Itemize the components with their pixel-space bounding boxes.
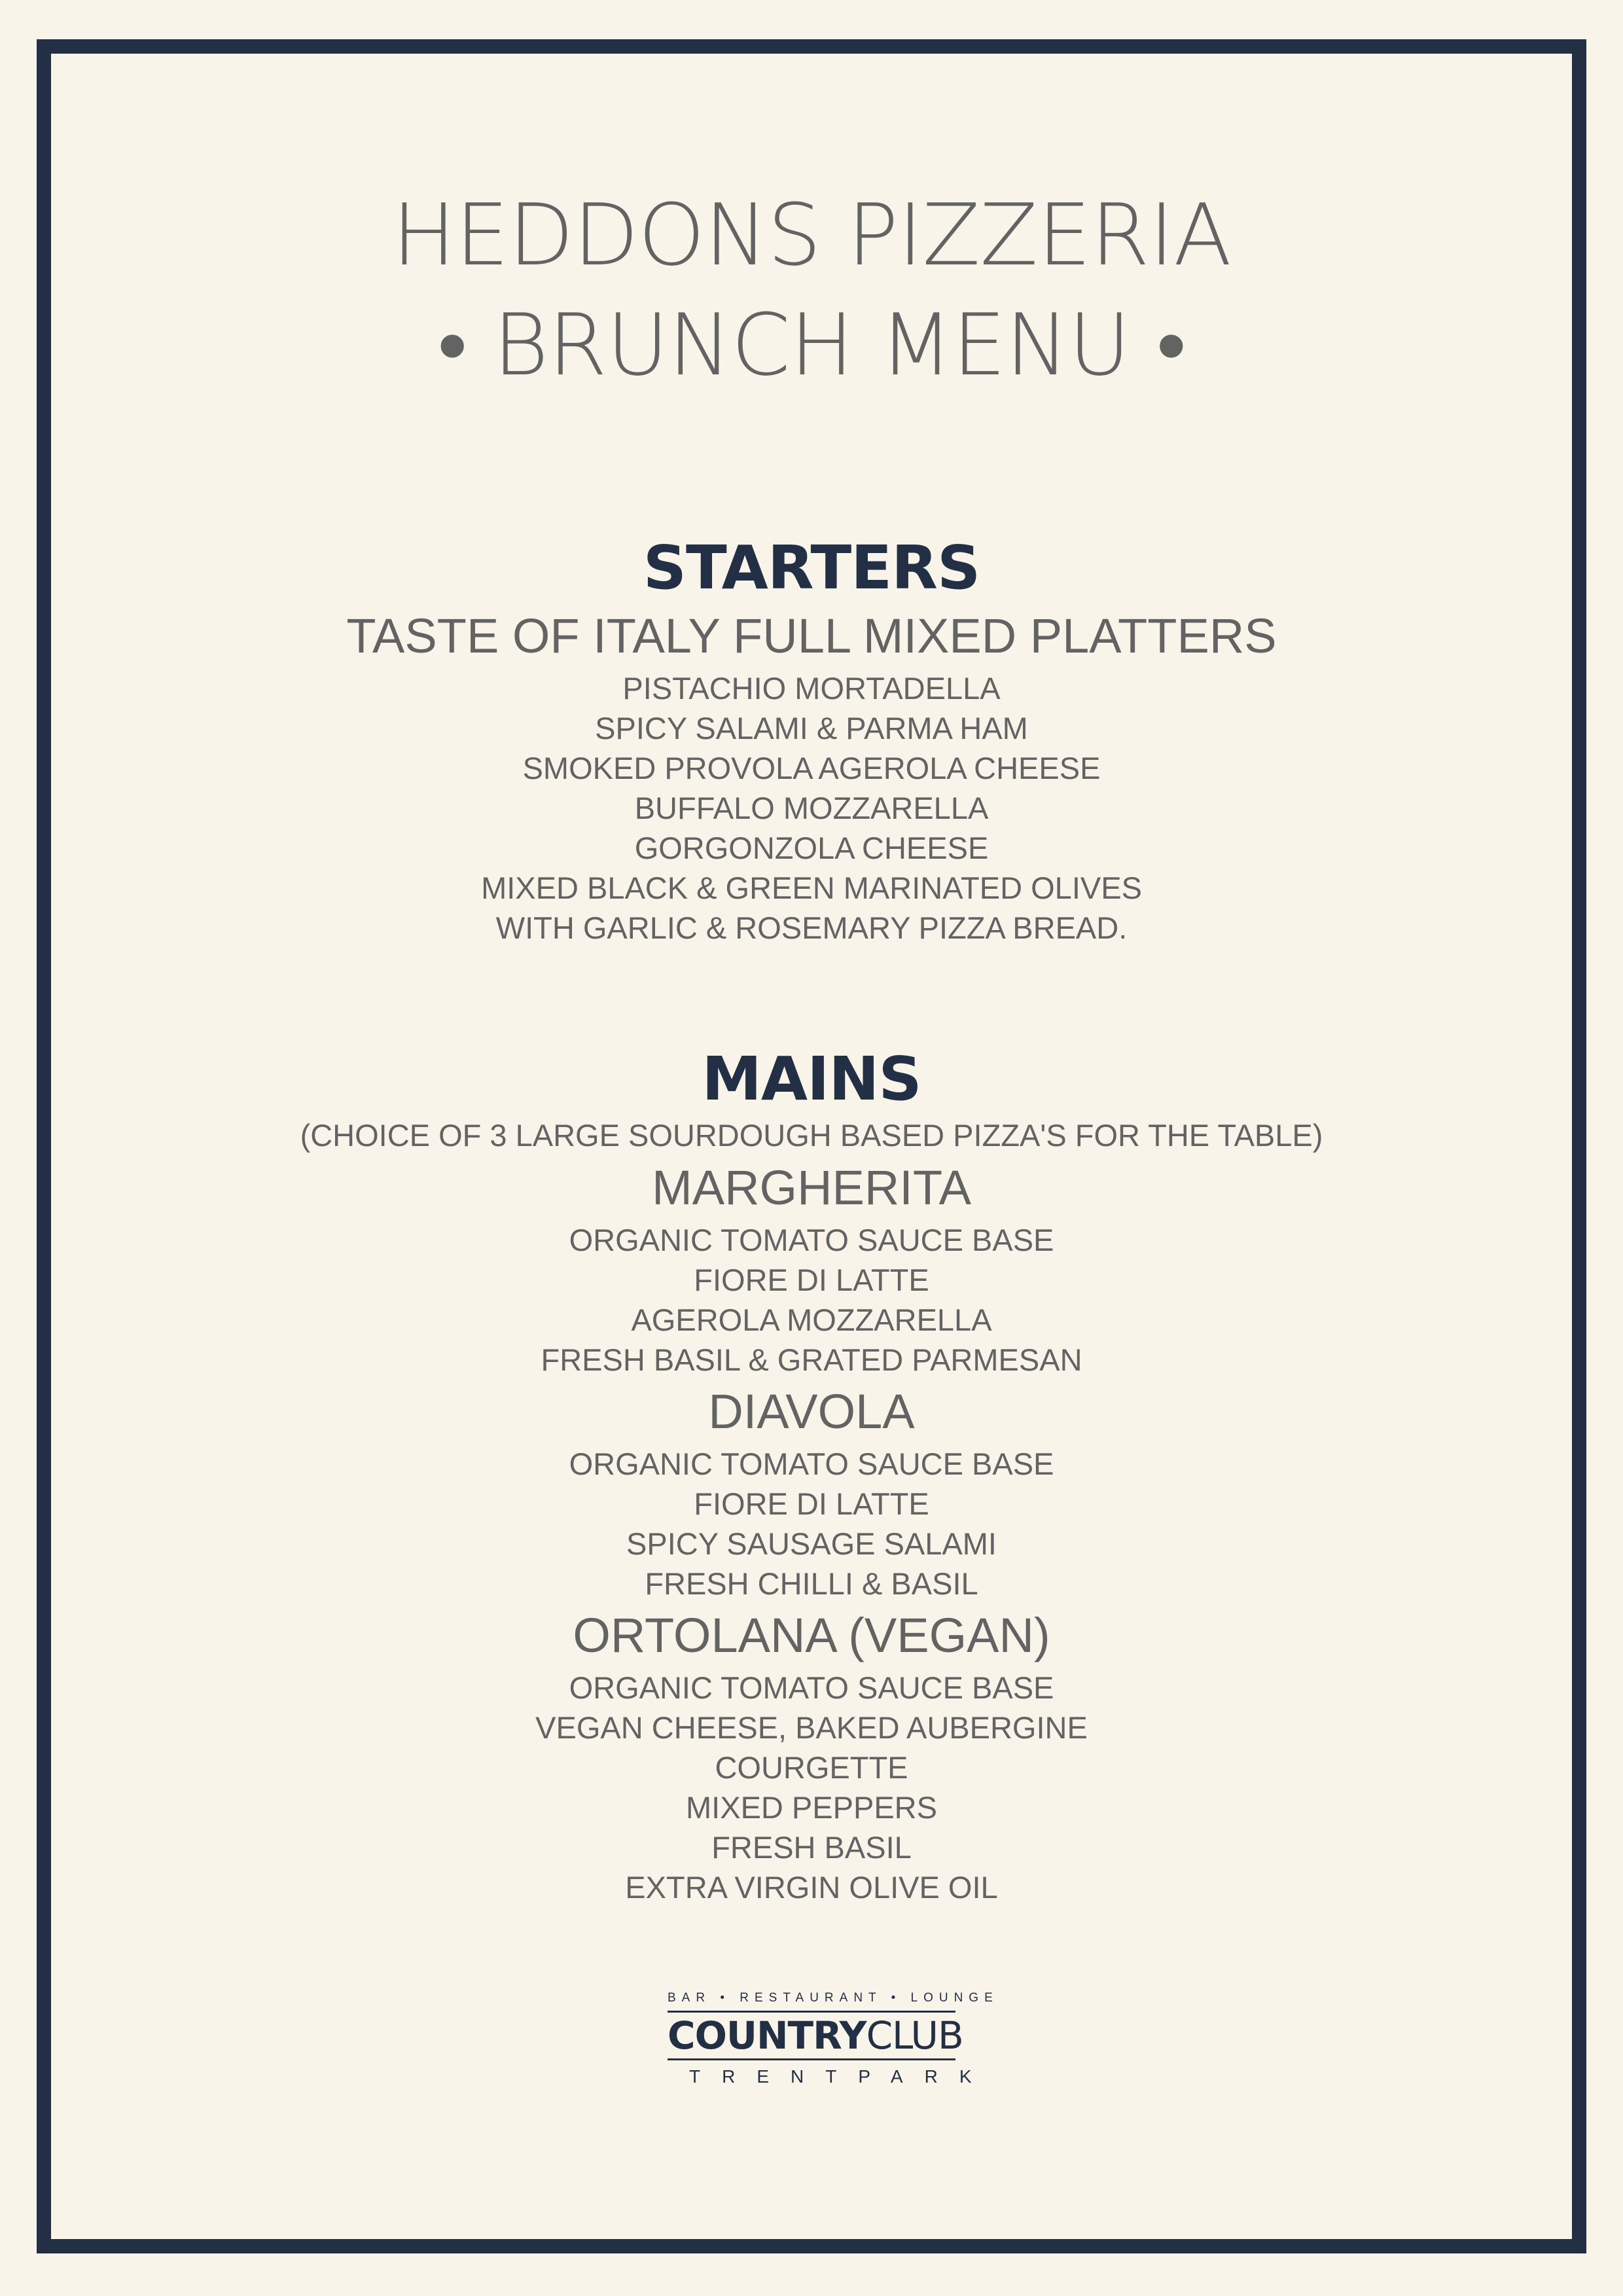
logo-name <box>668 2013 963 2058</box>
starter-item: PISTACHIO MORTADELLA <box>622 671 1001 706</box>
menu-title-line-2: • BRUNCH MENU • <box>437 295 1186 395</box>
starter-item: MIXED BLACK & GREEN MARINATED OLIVES <box>481 870 1142 905</box>
pizza-ingredient: ORGANIC TOMATO SAUCE BASE <box>569 1223 1054 1257</box>
pizza-name: MARGHERITA <box>652 1160 971 1215</box>
logo-name-bold: COUNTRY <box>668 2013 866 2058</box>
mains-heading: MAINS <box>702 1044 921 1114</box>
pizza-ingredient: ORGANIC TOMATO SAUCE BASE <box>569 1670 1054 1705</box>
pizza-ingredient: FIORE DI LATTE <box>694 1263 929 1297</box>
logo-name-light: CLUB <box>866 2013 963 2058</box>
starter-item: BUFFALO MOZZARELLA <box>634 791 989 825</box>
pizza-ingredient: EXTRA VIRGIN OLIVE OIL <box>625 1870 998 1905</box>
pizza-ingredient: FIORE DI LATTE <box>694 1486 929 1521</box>
starters-item-list <box>0 668 1623 948</box>
pizza-ortolana <box>0 1604 1623 1907</box>
pizza-name: ORTOLANA (VEGAN) <box>573 1608 1050 1662</box>
pizza-ingredient: VEGAN CHEESE, BAKED AUBERGINE <box>535 1710 1088 1745</box>
pizza-diavola <box>0 1380 1623 1604</box>
pizza-ingredient: FRESH BASIL <box>711 1830 912 1865</box>
menu-title-line-1: HEDDONS PIZZERIA <box>391 185 1232 285</box>
pizza-name: DIAVOLA <box>708 1384 915 1439</box>
pizza-ingredient: MIXED PEPPERS <box>686 1790 937 1825</box>
starter-item: GORGONZOLA CHEESE <box>634 831 989 865</box>
pizza-ingredient: ORGANIC TOMATO SAUCE BASE <box>569 1446 1054 1481</box>
pizza-ingredient: COURGETTE <box>715 1750 908 1785</box>
starter-item: SPICY SALAMI & PARMA HAM <box>595 711 1028 745</box>
pizza-ingredient: SPICY SAUSAGE SALAMI <box>626 1526 997 1561</box>
starters-group-title: TASTE OF ITALY FULL MIXED PLATTERS <box>346 609 1277 663</box>
pizza-ingredient: AGEROLA MOZZARELLA <box>631 1302 992 1337</box>
country-club-logo <box>668 1990 999 2088</box>
starter-item: WITH GARLIC & ROSEMARY PIZZA BREAD. <box>495 910 1128 945</box>
starters-heading: STARTERS <box>643 533 980 603</box>
starter-item: SMOKED PROVOLA AGEROLA CHEESE <box>522 751 1101 785</box>
pizza-ingredient: FRESH CHILLI & BASIL <box>645 1566 978 1601</box>
pizza-ingredient: FRESH BASIL & GRATED PARMESAN <box>541 1342 1082 1377</box>
pizza-margherita <box>0 1156 1623 1380</box>
mains-note: (CHOICE OF 3 LARGE SOURDOUGH BASED PIZZA'S FOR THE TABLE) <box>300 1118 1323 1153</box>
logo-tagline: BAR • RESTAURANT • LOUNGE <box>668 1990 955 2013</box>
logo-location: TRENTPARK <box>668 2058 955 2088</box>
